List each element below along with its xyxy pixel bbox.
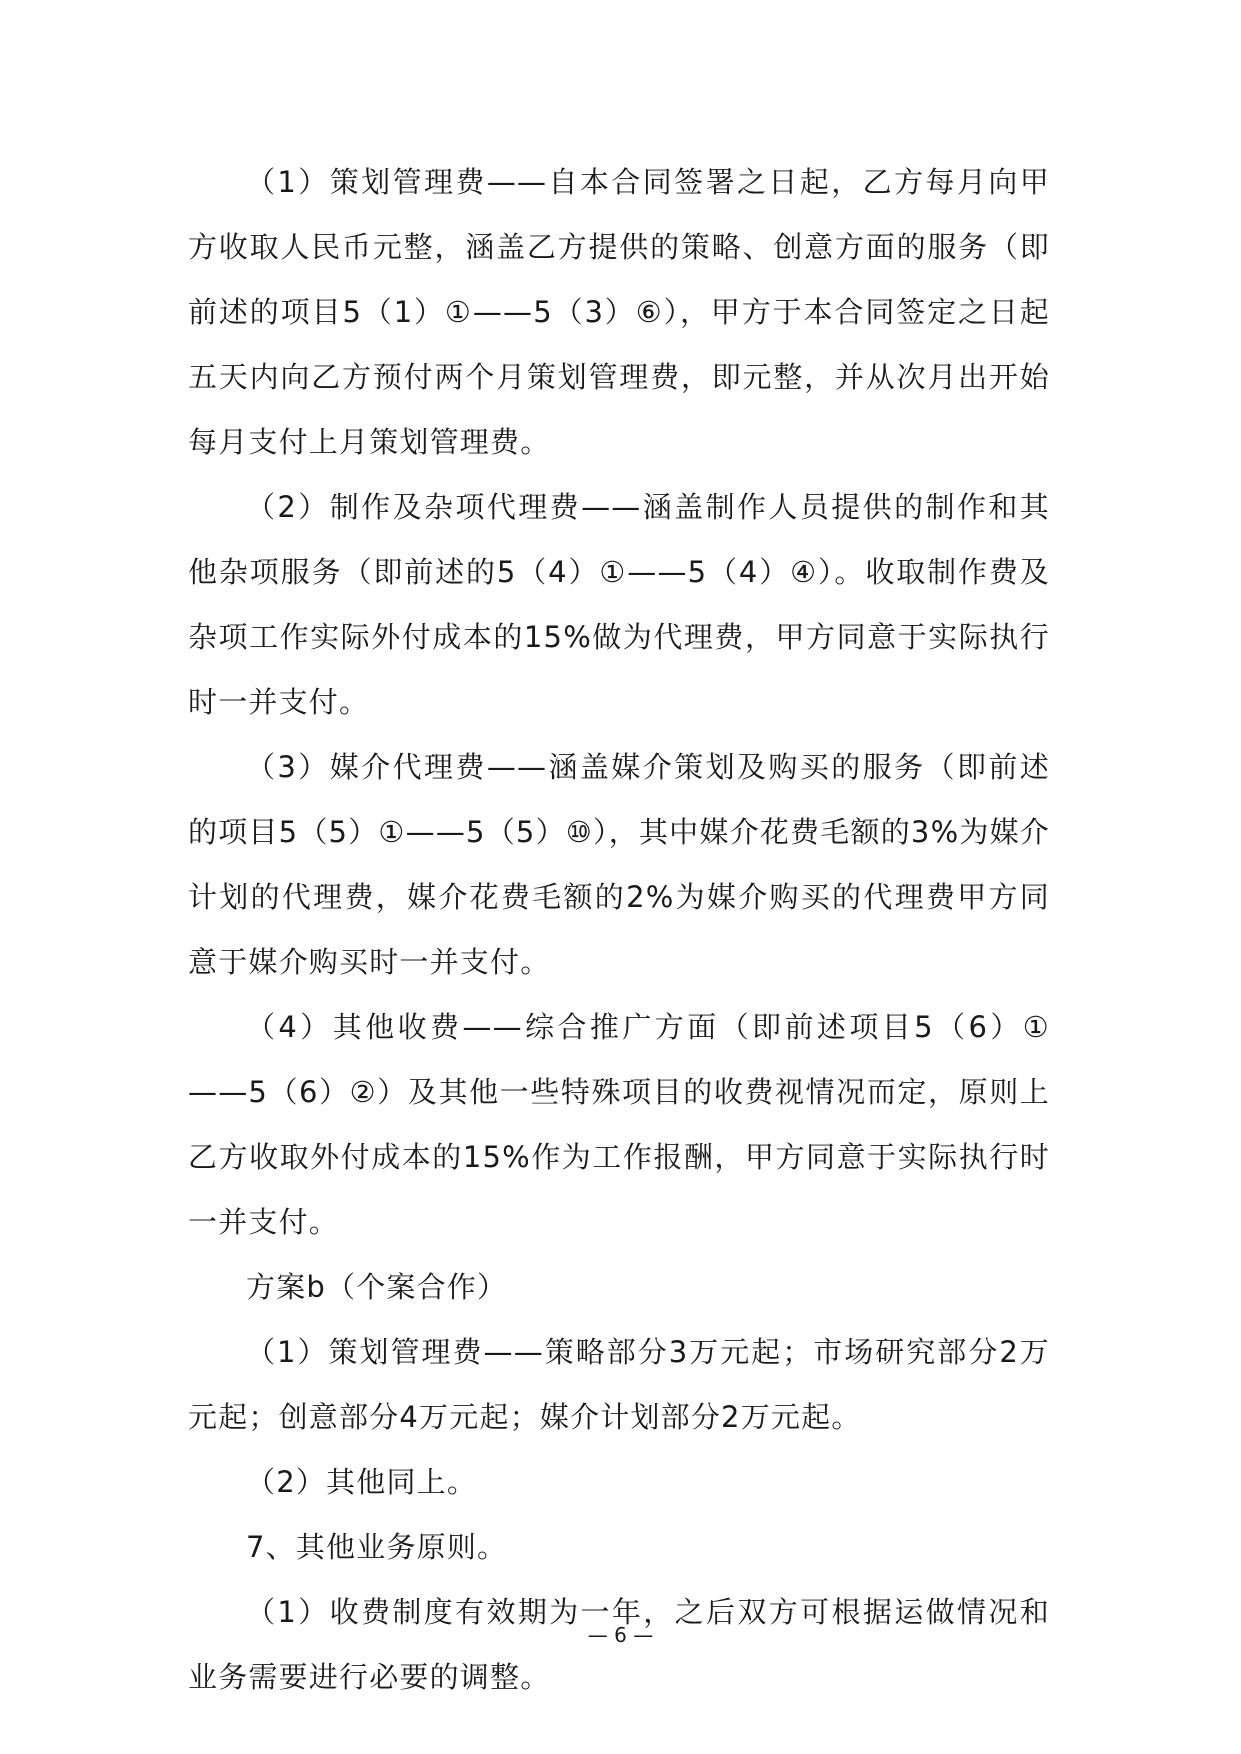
paragraph-media-fee: （3）媒介代理费——涵盖媒介策划及购买的服务（即前述的项目5（5）①——5（5）⑩），其中媒介花费毛额的3%为媒介计划的代理费，媒介花费毛额的2%为媒介购买的代理费甲方同意于媒介购买时一并支付。 [188, 750, 1050, 979]
paragraph-planning-fee: （1）策划管理费——自本合同签署之日起，乙方每月向甲方收取人民币元整，涵盖乙方提供的策略、创意方面的服务（即前述的项目5（1）①——5（3）⑥），甲方于本合同签定之日起五天内向乙方预付两个月策划管理费，即元整，并从次月出开始每月支付上月策划管理费。 [188, 165, 1050, 459]
paragraph-plan-b-heading: 方案b（个案合作） [246, 1270, 508, 1304]
paragraph-section-7-heading: 7、其他业务原则。 [246, 1530, 508, 1564]
paragraph-plan-b-other: （2）其他同上。 [246, 1465, 478, 1499]
paragraph-plan-b-planning-fee: （1）策划管理费——策略部分3万元起；市场研究部分2万元起；创意部分4万元起；媒介计划部分2万元起。 [188, 1335, 1050, 1434]
paragraph-other-fee: （4）其他收费——综合推广方面（即前述项目5（6）①——5（6）②）及其他一些特殊项目的收费视情况而定，原则上乙方收取外付成本的15%作为工作报酬，甲方同意于实际执行时一并支付。 [188, 1010, 1050, 1239]
paragraph-fee-validity: （1）收费制度有效期为一年，之后双方可根据运做情况和业务需要进行必要的调整。 [188, 1595, 1050, 1694]
page-number: — 6 — [587, 1623, 654, 1647]
document-body [188, 150, 1050, 1710]
paragraph-production-fee: （2）制作及杂项代理费——涵盖制作人员提供的制作和其他杂项服务（即前述的5（4）①——5（4）④）。收取制作费及杂项工作实际外付成本的15%做为代理费，甲方同意于实际执行时一并支付。 [188, 490, 1050, 719]
